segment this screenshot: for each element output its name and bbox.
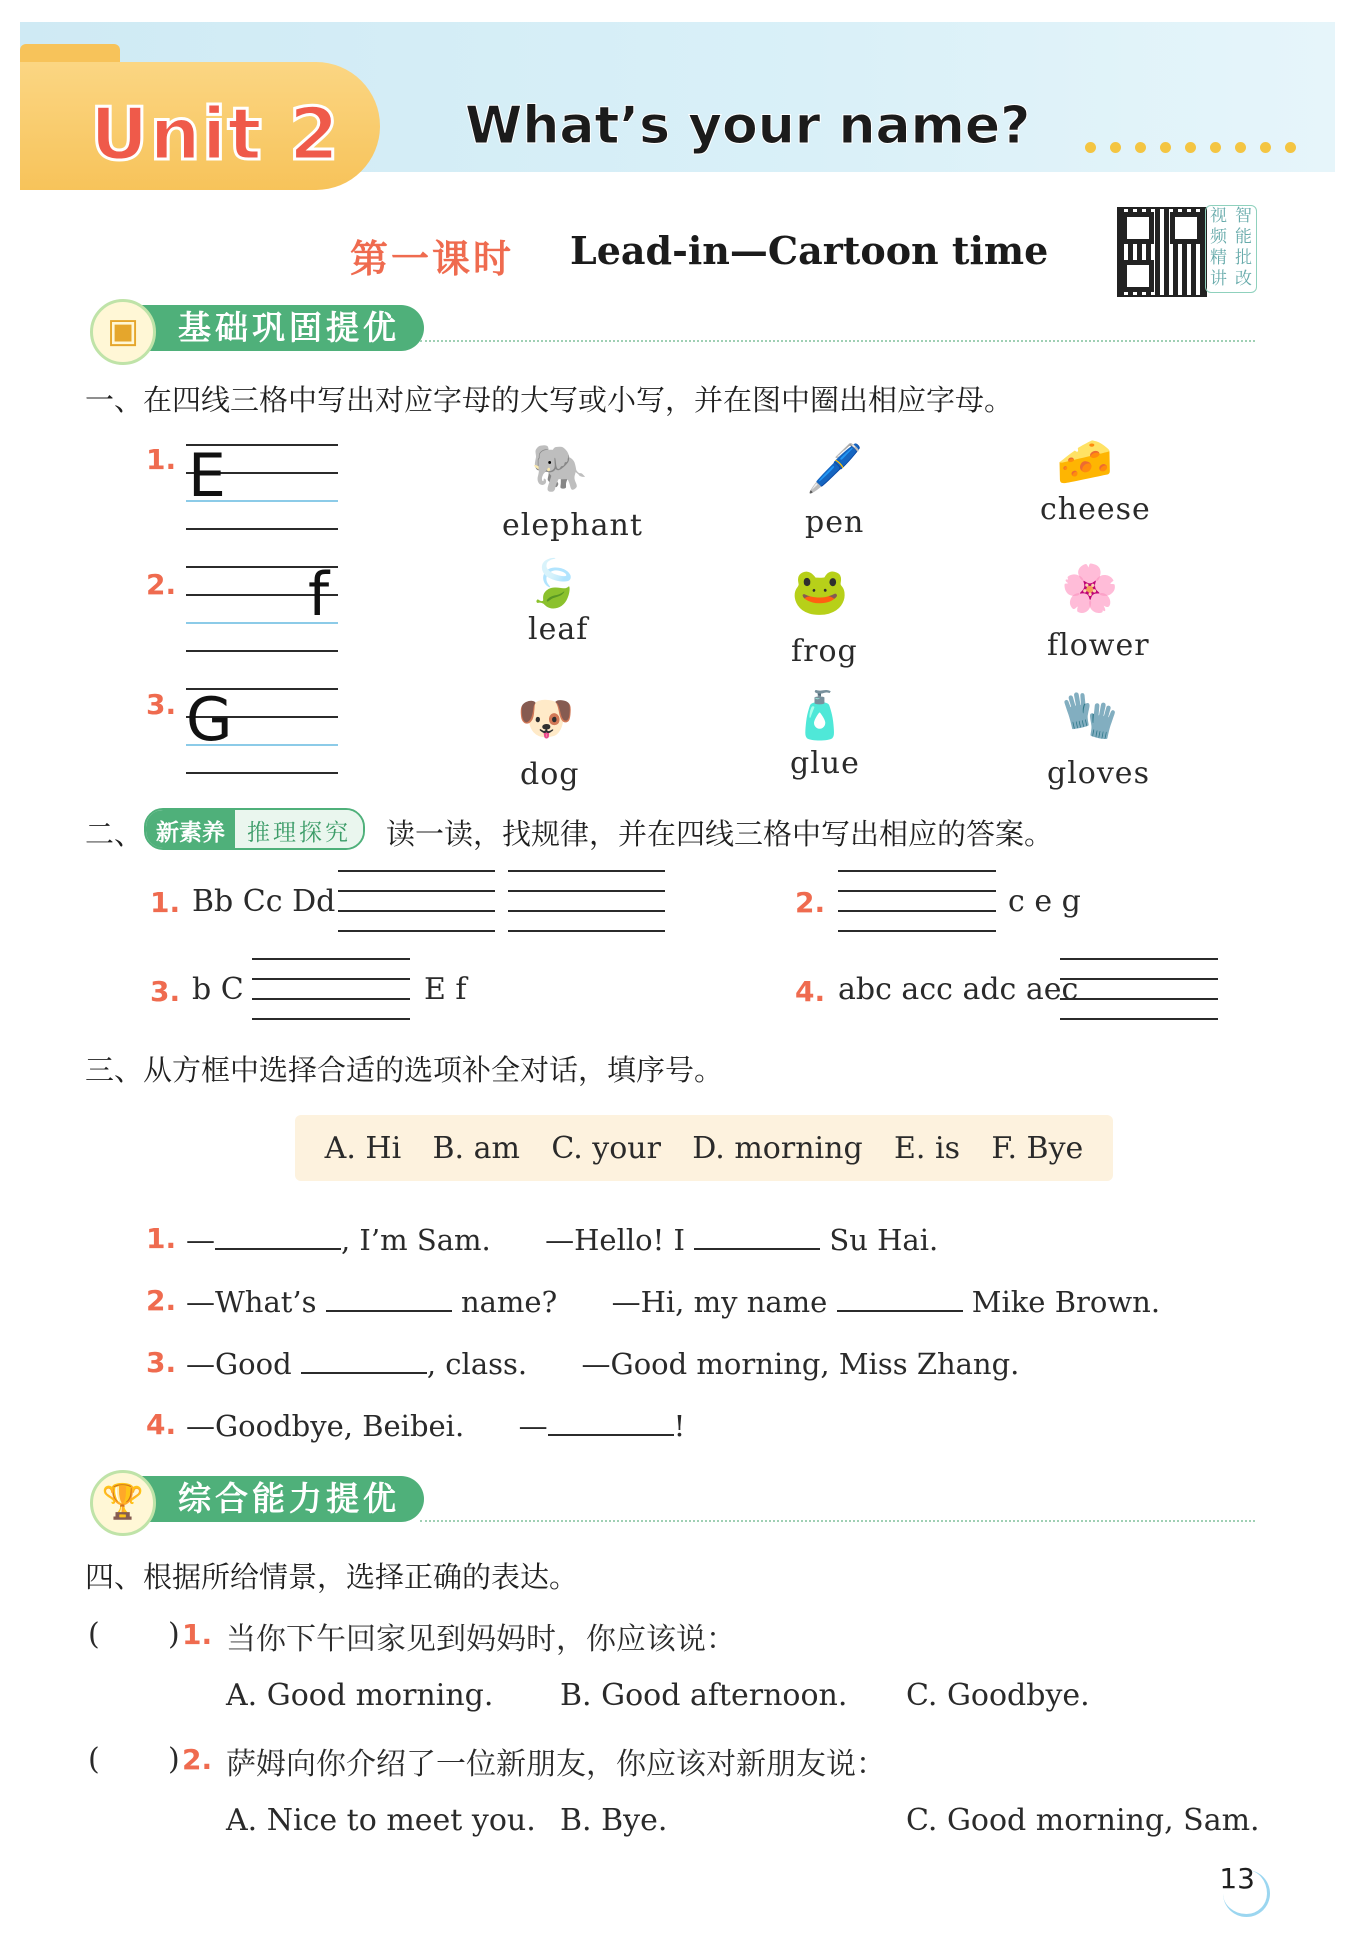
- q2-item-number: 3.: [150, 975, 181, 1008]
- answer-paren-open: (: [88, 1617, 100, 1652]
- video-tag: 视 智 频 能 精 批 讲 改: [1205, 205, 1257, 293]
- pen-icon: 🖊️: [806, 441, 864, 495]
- dialog-line: —Good , class. —Good morning, Miss Zhang.: [186, 1342, 1019, 1381]
- section-divider: [420, 340, 1255, 342]
- period-number: 第一课时: [350, 236, 515, 281]
- answer-grid[interactable]: [252, 958, 410, 1018]
- qr-code-icon[interactable]: [1117, 207, 1207, 297]
- answer-paren-open: (: [88, 1742, 100, 1777]
- gloves-icon: 🧤: [1061, 688, 1119, 742]
- q3-instruction: 三、从方框中选择合适的选项补全对话，填序号。: [85, 1053, 724, 1087]
- grid-letter: G: [186, 685, 233, 755]
- q2-sequence-start: b C: [192, 972, 244, 1007]
- q4-option[interactable]: B. Bye.: [560, 1803, 668, 1838]
- q2-instruction: 读一读，找规律，并在四线三格中写出相应的答案。: [386, 817, 1054, 851]
- page-number: 13: [1219, 1862, 1255, 1895]
- q4-option[interactable]: C. Goodbye.: [906, 1678, 1090, 1713]
- trophy-icon: 🏆: [90, 1470, 156, 1536]
- q2-sequence-end: E f: [424, 972, 467, 1007]
- q4-option[interactable]: A. Nice to meet you.: [226, 1803, 536, 1838]
- frog-icon: 🐸: [791, 564, 849, 618]
- elephant-icon: 🐘: [531, 441, 589, 495]
- word-flower: flower: [1047, 628, 1150, 663]
- q4-question: 萨姆向你介绍了一位新朋友，你应该对新朋友说：: [226, 1747, 886, 1782]
- option: F. Bye: [991, 1130, 1084, 1166]
- q2-item-number: 2.: [795, 886, 826, 919]
- option: C. your: [551, 1130, 661, 1166]
- dog-icon: 🐶: [517, 691, 575, 745]
- word-pen: pen: [805, 505, 865, 540]
- dialog-line: —Goodbye, Beibei. — !: [186, 1404, 685, 1443]
- q4-instruction: 四、根据所给情景，选择正确的表达。: [85, 1560, 579, 1594]
- word-dog: dog: [520, 757, 580, 792]
- answer-blank[interactable]: [326, 1280, 452, 1312]
- answer-grid[interactable]: [1060, 958, 1218, 1018]
- dialog-number: 2.: [146, 1284, 177, 1317]
- q1-instruction: 一、在四线三格中写出对应字母的大写或小写，并在图中圈出相应字母。: [85, 383, 1014, 417]
- word-leaf: leaf: [528, 612, 589, 647]
- answer-grid[interactable]: [508, 870, 665, 930]
- answer-slot[interactable]: [100, 1612, 162, 1652]
- option: A. Hi: [324, 1130, 402, 1166]
- glue-icon: 🧴: [791, 688, 849, 742]
- tag-reasoning: 推理探究: [235, 810, 363, 848]
- q2-prefix: 二、: [85, 817, 144, 851]
- leaf-icon: 🍃: [525, 556, 583, 610]
- option: E. is: [894, 1130, 960, 1166]
- q4-option[interactable]: C. Good morning, Sam.: [906, 1803, 1260, 1838]
- q4-option[interactable]: B. Good afternoon.: [560, 1678, 848, 1713]
- answer-paren-close: ): [168, 1742, 180, 1777]
- answer-grid[interactable]: [338, 870, 495, 930]
- answer-blank[interactable]: [837, 1280, 963, 1312]
- q2-sequence: Bb Cc Dd: [192, 884, 336, 919]
- tag-new-literacy: 新素养: [146, 810, 235, 848]
- answer-grid[interactable]: [838, 870, 996, 930]
- dialog-line: —What’s name? —Hi, my name Mike Brown.: [186, 1280, 1160, 1319]
- q4-item-number: 1.: [182, 1618, 213, 1651]
- dialog-number: 3.: [146, 1346, 177, 1379]
- q4-option[interactable]: A. Good morning.: [226, 1678, 494, 1713]
- section-title: 综合能力提优: [178, 1479, 400, 1518]
- answer-blank[interactable]: [301, 1342, 427, 1374]
- cheese-icon: 🧀: [1056, 434, 1114, 488]
- section-divider: [420, 1520, 1255, 1522]
- word-frog: frog: [791, 634, 858, 669]
- dialog-number: 1.: [146, 1222, 177, 1255]
- answer-blank[interactable]: [694, 1218, 820, 1250]
- q1-row-number: 3.: [146, 688, 177, 721]
- competency-tag: [144, 808, 365, 850]
- cube-icon: ▣: [90, 299, 156, 365]
- unit-tab-tag: [20, 44, 120, 62]
- grid-letter: E: [188, 441, 226, 511]
- answer-paren-close: ): [168, 1617, 180, 1652]
- unit-subtitle: What’s your name?: [465, 96, 1031, 156]
- q4-item-number: 2.: [182, 1743, 213, 1776]
- q2-sequence: abc acc adc aec: [838, 972, 1079, 1007]
- q4-question: 当你下午回家见到妈妈时，你应该说：: [226, 1622, 736, 1657]
- option: D. morning: [692, 1130, 863, 1166]
- answer-slot[interactable]: [100, 1737, 162, 1777]
- option: B. am: [432, 1130, 520, 1166]
- word-elephant: elephant: [502, 508, 643, 543]
- dialog-line: — , I’m Sam. —Hello! I Su Hai.: [186, 1218, 938, 1257]
- unit-title: Unit 2: [90, 92, 340, 176]
- flower-icon: 🌸: [1061, 561, 1119, 615]
- word-glue: glue: [790, 746, 860, 781]
- options-box: [295, 1115, 1113, 1181]
- q1-row-number: 2.: [146, 568, 177, 601]
- decorative-dots: [1085, 138, 1310, 157]
- word-cheese: cheese: [1040, 492, 1151, 527]
- q2-item-number: 1.: [150, 886, 181, 919]
- q2-item-number: 4.: [795, 975, 826, 1008]
- grid-letter: f: [308, 560, 330, 630]
- answer-blank[interactable]: [215, 1218, 341, 1250]
- q1-row-number: 1.: [146, 443, 177, 476]
- answer-blank[interactable]: [548, 1404, 674, 1436]
- word-gloves: gloves: [1047, 756, 1150, 791]
- period-title: Lead-in—Cartoon time: [570, 228, 1049, 273]
- q2-sequence: c e g: [1008, 884, 1081, 919]
- section-title: 基础巩固提优: [178, 308, 400, 347]
- dialog-number: 4.: [146, 1408, 177, 1441]
